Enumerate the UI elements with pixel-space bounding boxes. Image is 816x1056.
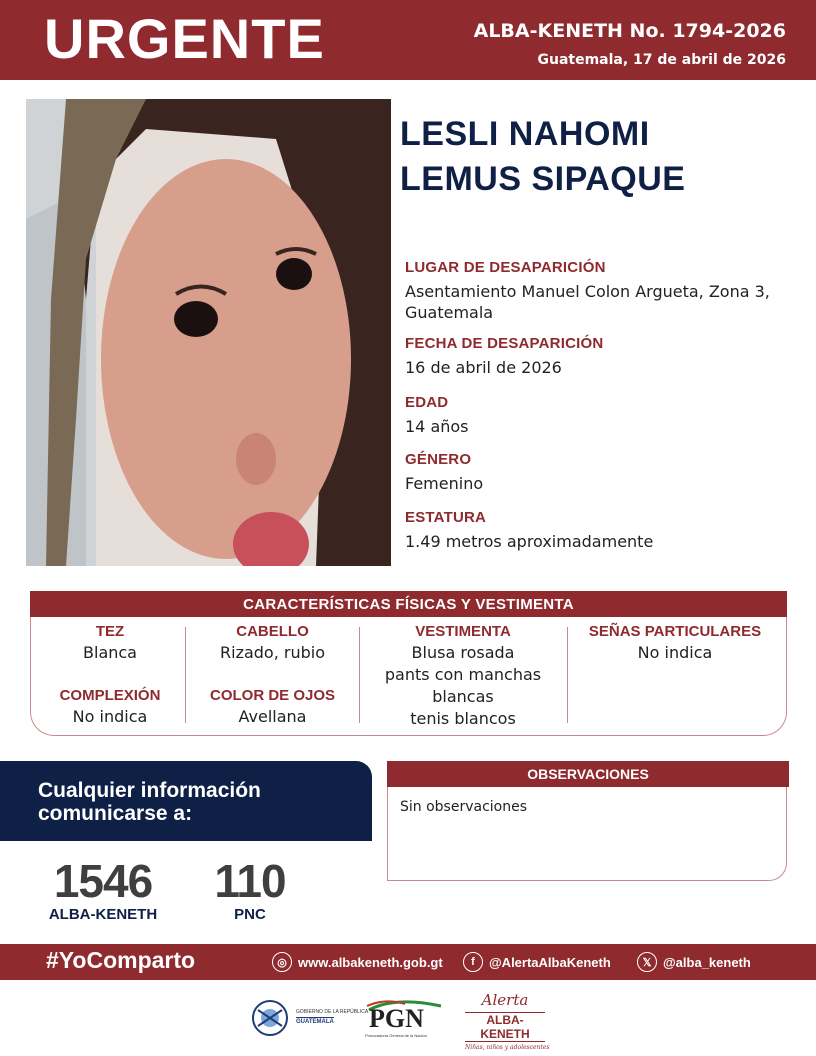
column-divider	[185, 627, 186, 723]
gender-field	[405, 451, 795, 494]
footer-banner	[0, 944, 816, 980]
place-value-line1: Asentamiento Manuel Colon Argueta, Zona 3,	[405, 282, 770, 301]
place-field	[405, 259, 795, 323]
alerta-alba-keneth-logo	[465, 991, 550, 1051]
age-value: 14 años	[405, 417, 469, 436]
contact-text	[38, 779, 261, 825]
complexion-column	[40, 687, 180, 728]
facebook-link[interactable]	[463, 952, 611, 972]
senas-value: No indica	[637, 643, 713, 662]
place-value-line2: Guatemala	[405, 303, 494, 322]
x-link[interactable]	[637, 952, 751, 972]
portrait-illustration	[26, 99, 391, 566]
vestimenta-label: VESTIMENTA	[415, 623, 511, 640]
cabello-column	[190, 623, 355, 664]
column-divider	[567, 627, 568, 723]
alerta-subtitle: Niñas, niños y adolescentes	[465, 1044, 550, 1051]
date-value: 16 de abril de 2026	[405, 358, 562, 377]
facebook-text: @AlertaAlbaKeneth	[489, 954, 611, 970]
ojos-label: COLOR DE OJOS	[209, 687, 336, 704]
height-label: ESTATURA	[405, 509, 487, 526]
vestimenta-value	[362, 642, 564, 730]
cabello-value: Rizado, rubio	[220, 643, 325, 662]
website-text: www.albakeneth.gob.gt	[298, 954, 443, 970]
person-name	[400, 112, 800, 202]
logos-row	[0, 990, 816, 1050]
guatemala-seal-icon	[250, 998, 290, 1038]
hashtag: #YoComparto	[46, 947, 196, 973]
cabello-label: CABELLO	[236, 623, 309, 640]
pgn-logo	[365, 996, 445, 1040]
government-logo-line1: GOBIERNO DE LA REPÚBLICA	[296, 1009, 369, 1015]
vestimenta-column	[362, 623, 564, 730]
age-label: EDAD	[405, 394, 449, 411]
phone-label-alba-keneth: ALBA-KENETH	[48, 906, 158, 923]
tez-value: Blanca	[83, 643, 137, 662]
pgn-subtitle: Procuraduría General de la Nación	[365, 1033, 427, 1038]
tez-column	[40, 623, 180, 664]
observations-text: Sin observaciones	[400, 799, 528, 815]
alerta-name: ALBA-KENETH	[465, 1012, 545, 1042]
phone-label-pnc: PNC	[234, 906, 266, 923]
person-name-line1: LESLI NAHOMI	[400, 115, 650, 153]
age-field	[405, 394, 795, 437]
pgn-text: PGN	[369, 1004, 424, 1033]
senas-label: SEÑAS PARTICULARES	[588, 623, 762, 640]
column-divider	[359, 627, 360, 723]
complexion-value: No indica	[72, 707, 148, 726]
alert-number: ALBA-KENETH No. 1794-2026	[473, 20, 786, 42]
globe-icon: ◎	[272, 952, 292, 972]
vestimenta-line: tenis blancos	[410, 709, 516, 728]
vestimenta-line: Blusa rosada	[411, 643, 515, 662]
observations-heading: OBSERVACIONES	[387, 761, 789, 787]
tez-label: TEZ	[95, 623, 125, 640]
ojos-column	[190, 687, 355, 728]
gender-value: Femenino	[405, 474, 484, 493]
phone-number-1546: 1546	[53, 855, 153, 907]
height-field	[405, 509, 795, 552]
place-label: LUGAR DE DESAPARICIÓN	[405, 259, 606, 276]
x-icon: 𝕏	[637, 952, 657, 972]
complexion-label: COMPLEXIÓN	[59, 687, 161, 704]
header-banner	[0, 0, 816, 80]
government-logo-line2: GUATEMALA	[296, 1019, 334, 1025]
alerta-script: Alerta	[481, 991, 529, 1009]
date-field	[405, 335, 795, 378]
date-label: FECHA DE DESAPARICIÓN	[405, 335, 604, 352]
contact-line1: Cualquier información	[38, 779, 261, 802]
contact-line2: comunicarse a:	[38, 802, 193, 825]
facebook-icon: f	[463, 952, 483, 972]
phone-number-110: 110	[214, 855, 286, 907]
place-value	[405, 281, 795, 323]
government-logo	[250, 998, 369, 1038]
x-text: @alba_keneth	[663, 954, 751, 970]
alba-keneth-number	[44, 855, 162, 923]
website-link[interactable]	[272, 952, 443, 972]
senas-column	[570, 623, 780, 664]
ojos-value: Avellana	[238, 707, 307, 726]
urgent-title: URGENTE	[44, 7, 325, 70]
height-value: 1.49 metros aproximadamente	[405, 532, 654, 551]
characteristics-heading: CARACTERÍSTICAS FÍSICAS Y VESTIMENTA	[30, 591, 787, 617]
gender-label: GÉNERO	[405, 451, 472, 468]
pnc-number	[210, 855, 290, 923]
contact-banner	[0, 761, 372, 841]
vestimenta-line: blancas	[432, 687, 494, 706]
vestimenta-line: pants con manchas	[384, 665, 542, 684]
missing-person-photo	[26, 99, 391, 566]
person-name-line2: LEMUS SIPAQUE	[400, 160, 686, 198]
alert-date: Guatemala, 17 de abril de 2026	[537, 52, 786, 68]
